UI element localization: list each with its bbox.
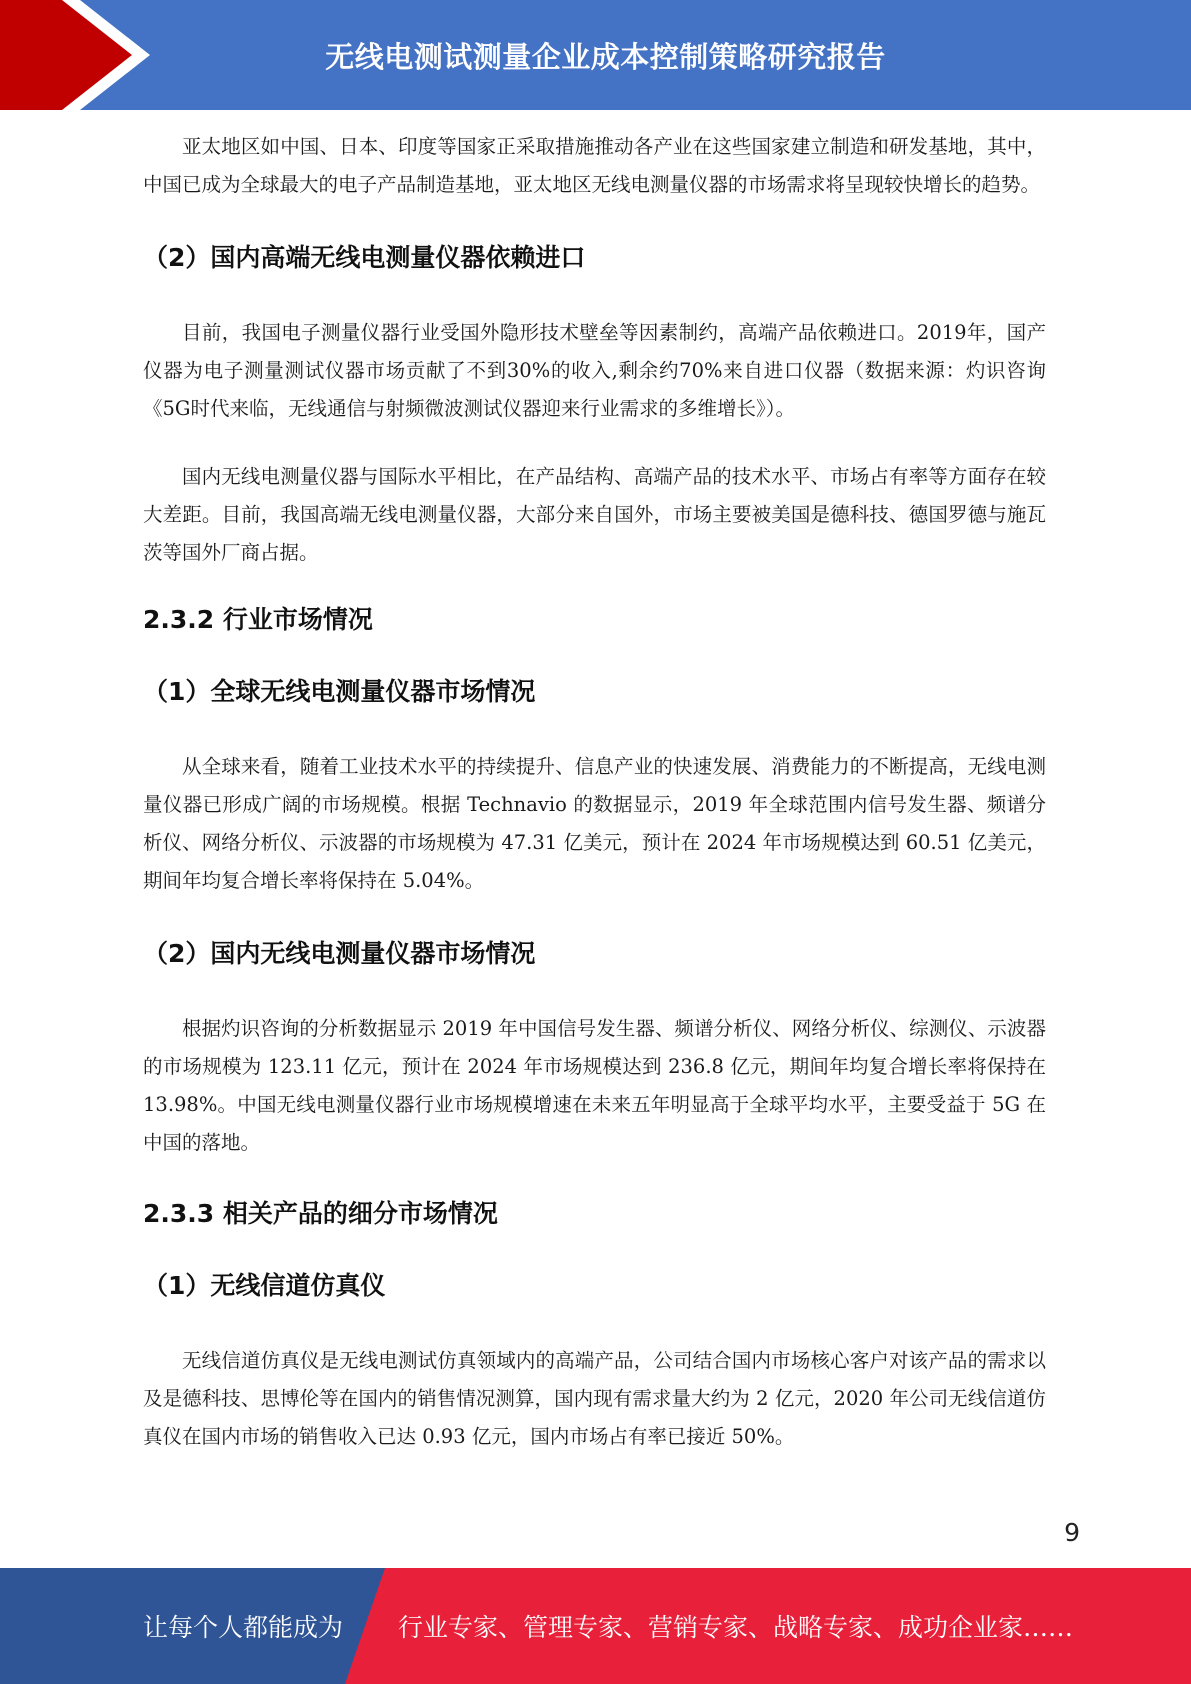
heading-domestic-market: （2）国内无线电测量仪器市场情况 (143, 939, 536, 968)
paragraph-domestic-market: 根据灼识咨询的分析数据显示 2019 年中国信号发生器、频谱分析仪、网络分析仪、综测仪、示波器的市场规模为 123.11 亿元，预计在 2024 年市场规模达到 236.8 亿元，期间年均复合增长率将保持在 13.98%。中国无线电测量仪器行业市场规模增速在未来五年明显高于全球平均水平，主要受益于 5G 在中国的落地。 (143, 1017, 1046, 1154)
section-heading-2-3-2: 2.3.2 行业市场情况 (143, 605, 373, 634)
page-number: 9 (1064, 1518, 1080, 1547)
paragraph-asia-pacific: 亚太地区如中国、日本、印度等国家正采取措施推动各产业在这些国家建立制造和研发基地，其中，中国已成为全球最大的电子产品制造基地，亚太地区无线电测量仪器的市场需求将呈现较快增长的趋势。 (143, 135, 1046, 196)
section-heading-2-3-3: 2.3.3 相关产品的细分市场情况 (143, 1199, 498, 1228)
page-footer (0, 1568, 1191, 1684)
paragraph-gap-with-international: 国内无线电测量仪器与国际水平相比，在产品结构、高端产品的技术水平、市场占有率等方面存在较大差距。目前，我国高端无线电测量仪器，大部分来自国外，市场主要被美国是德科技、德国罗德与施瓦茨等国外厂商占据。 (143, 465, 1046, 564)
chevron-decoration (0, 0, 160, 110)
report-title: 无线电测试测量企业成本控制策略研究报告 (325, 39, 886, 74)
heading-channel-emulator: （1）无线信道仿真仪 (143, 1271, 386, 1300)
paragraph-channel-emulator: 无线信道仿真仪是无线电测试仿真领域内的高端产品，公司结合国内市场核心客户对该产品的需求以及是德科技、思博伦等在国内的销售情况测算，国内现有需求量大约为 2 亿元，2020 年公司无线信道仿真仪在国内市场的销售收入已达 0.93 亿元，国内市场占有率已接近 50%。 (143, 1349, 1046, 1448)
footer-slogan-right: 行业专家、管理专家、营销专家、战略专家、成功企业家…… (398, 1613, 1074, 1642)
page-header (0, 0, 1191, 110)
heading-global-market: （1）全球无线电测量仪器市场情况 (143, 677, 536, 706)
footer-slogan-left: 让每个人都能成为 (143, 1613, 344, 1642)
paragraph-global-market: 从全球来看，随着工业技术水平的持续提升、信息产业的快速发展、消费能力的不断提高，无线电测量仪器已形成广阔的市场规模。根据 Technavio 的数据显示，2019 年全球范围内信号发生器、频谱分析仪、网络分析仪、示波器的市场规模为 47.31 亿美元，预计在 2024 年市场规模达到 60.51 亿美元，期间年均复合增长率将保持在 5.04%。 (143, 755, 1046, 892)
page-content (143, 128, 1046, 1456)
heading-domestic-high-end: （2）国内高端无线电测量仪器依赖进口 (143, 243, 586, 272)
paragraph-import-dependence: 目前，我国电子测量仪器行业受国外隐形技术壁垒等因素制约，高端产品依赖进口。2019年，国产仪器为电子测量测试仪器市场贡献了不到30%的收入,剩余约70%来自进口仪器（数据来源：灼识咨询《5G时代来临，无线通信与射频微波测试仪器迎来行业需求的多维增长》）。 (143, 321, 1046, 420)
